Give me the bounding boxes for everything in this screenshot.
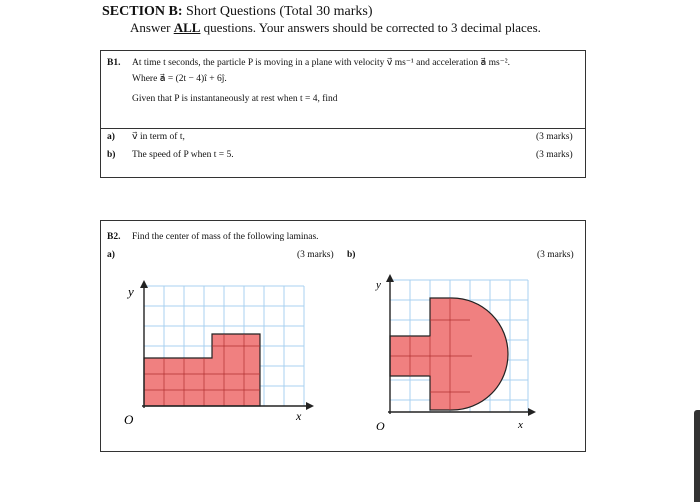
lamina-b-shape bbox=[390, 298, 508, 410]
x-axis-arrow-icon bbox=[306, 402, 314, 410]
b1-part-b-text: The speed of P when t = 5. bbox=[132, 150, 234, 160]
instr-post: questions. Your answers should be corrected to 3 decimal places. bbox=[203, 20, 541, 35]
instr-all: ALL bbox=[173, 20, 201, 35]
b1-part-a-marks: (3 marks) bbox=[536, 132, 573, 142]
figure-a bbox=[116, 278, 320, 428]
b1-line2: Where a⃗ = (2t − 4)î + 6ĵ. bbox=[132, 74, 227, 84]
x-axis-arrow-icon bbox=[528, 408, 536, 416]
y-axis-arrow-icon bbox=[386, 274, 394, 282]
scrollbar-thumb[interactable] bbox=[694, 410, 700, 502]
b1-part-b-label: b) bbox=[107, 150, 116, 160]
x-label: x bbox=[296, 409, 302, 423]
b2-part-a-marks: (3 marks) bbox=[297, 250, 334, 260]
y-axis-arrow-icon bbox=[140, 280, 148, 288]
figure-b bbox=[372, 272, 542, 434]
origin-label: O bbox=[124, 412, 134, 427]
y-label: y bbox=[376, 279, 381, 291]
b1-line3: Given that P is instantaneously at rest when t = 4, find bbox=[132, 94, 338, 104]
lamina-a-shape bbox=[144, 334, 260, 406]
instructions bbox=[130, 20, 541, 36]
b2-number: B2. bbox=[107, 232, 121, 242]
origin-label: O bbox=[376, 419, 385, 433]
y-label: y bbox=[128, 284, 134, 299]
instr-pre: Answer bbox=[130, 20, 171, 35]
b2-text: Find the center of mass of the following laminas. bbox=[132, 232, 319, 242]
b1-part-a-text: v⃗ in term of t, bbox=[132, 132, 185, 142]
section-label: SECTION B: bbox=[102, 4, 183, 19]
b1-divider bbox=[100, 128, 586, 129]
b2-part-a-label: a) bbox=[107, 250, 115, 260]
b2-part-b-label: b) bbox=[347, 250, 356, 260]
b2-part-b-marks: (3 marks) bbox=[537, 250, 574, 260]
b1-number: B1. bbox=[107, 58, 121, 68]
b1-part-b-marks: (3 marks) bbox=[536, 150, 573, 160]
b1-part-a-label: a) bbox=[107, 132, 115, 142]
section-title-rest: Short Questions (Total 30 marks) bbox=[186, 4, 373, 19]
b1-line1: At time t seconds, the particle P is moving in a plane with velocity v⃗ ms⁻¹ and acceleration a⃗ ms⁻². bbox=[132, 58, 510, 68]
section-title bbox=[102, 4, 372, 20]
x-label: x bbox=[518, 419, 523, 431]
